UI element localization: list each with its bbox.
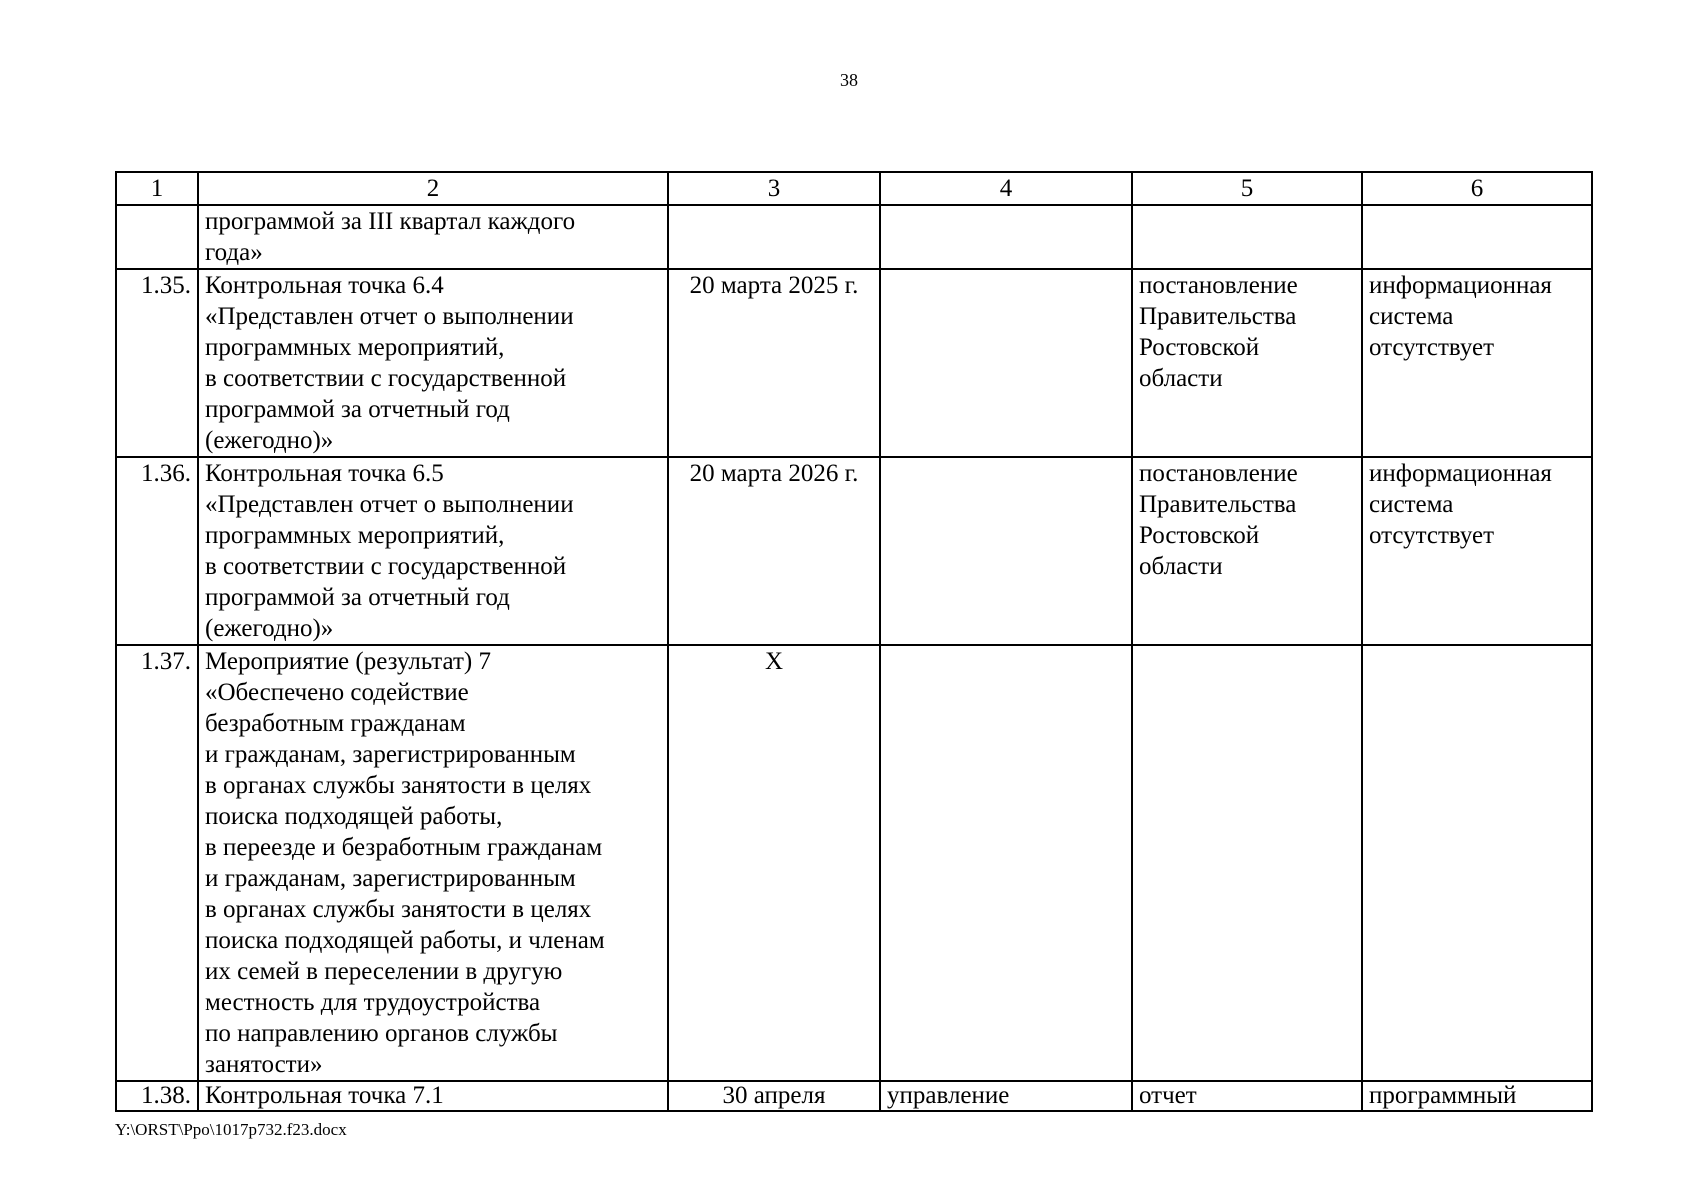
row-system bbox=[1362, 645, 1592, 1081]
row-date: 20 марта 2025 г. bbox=[668, 269, 880, 457]
row-document bbox=[1132, 205, 1362, 269]
row-number: 1.37. bbox=[116, 645, 198, 1081]
footer-file-path: Y:\ORST\Ppo\1017p732.f23.docx bbox=[115, 1120, 347, 1139]
row-system: информационная система отсутствует bbox=[1362, 269, 1592, 457]
row-number: 1.38. bbox=[116, 1081, 198, 1111]
row-name: Контрольная точка 6.5 «Представлен отчет о выполнении программных мероприятий, в соответствии с государственной программой за отчетный год (ежегодно)» bbox=[198, 457, 668, 645]
header-cell-6: 6 bbox=[1362, 172, 1592, 205]
row-system: программный bbox=[1362, 1081, 1592, 1111]
row-system bbox=[1362, 205, 1592, 269]
row-date: 20 марта 2026 г. bbox=[668, 457, 880, 645]
table-row bbox=[116, 1081, 1592, 1111]
row-responsible: управление bbox=[880, 1081, 1132, 1111]
header-cell-3: 3 bbox=[668, 172, 880, 205]
row-document: отчет bbox=[1132, 1081, 1362, 1111]
header-cell-2: 2 bbox=[198, 172, 668, 205]
header-cell-1: 1 bbox=[116, 172, 198, 205]
row-document: постановление Правительства Ростовской области bbox=[1132, 269, 1362, 457]
row-name: Контрольная точка 6.4 «Представлен отчет о выполнении программных мероприятий, в соответствии с государственной программой за отчетный год (ежегодно)» bbox=[198, 269, 668, 457]
row-date bbox=[668, 205, 880, 269]
row-number: 1.36. bbox=[116, 457, 198, 645]
row-name: программой за III квартал каждого года» bbox=[198, 205, 668, 269]
row-date: 30 апреля bbox=[668, 1081, 880, 1111]
page-number: 38 bbox=[840, 70, 858, 90]
header-cell-5: 5 bbox=[1132, 172, 1362, 205]
table-header-row bbox=[116, 172, 1592, 205]
row-date: Х bbox=[668, 645, 880, 1081]
row-responsible bbox=[880, 269, 1132, 457]
table-row bbox=[116, 645, 1592, 1081]
row-system: информационная система отсутствует bbox=[1362, 457, 1592, 645]
row-name: Мероприятие (результат) 7 «Обеспечено содействие безработным гражданам и гражданам, зарегистрированным в органах службы занятости в целях поиска подходящей работы, в переезде и безработным гражданам и гражданам, зарегистрированным в органах службы занятости в целях поиска подходящей работы, и членам их семей в переселении в другую местность для трудоустройства по направлению органов службы занятости» bbox=[198, 645, 668, 1081]
control-points-table bbox=[115, 171, 1593, 1112]
header-cell-4: 4 bbox=[880, 172, 1132, 205]
row-responsible bbox=[880, 205, 1132, 269]
table-row bbox=[116, 205, 1592, 269]
row-name: Контрольная точка 7.1 bbox=[198, 1081, 668, 1111]
table-row bbox=[116, 457, 1592, 645]
table-row bbox=[116, 269, 1592, 457]
row-document: постановление Правительства Ростовской области bbox=[1132, 457, 1362, 645]
row-number bbox=[116, 205, 198, 269]
row-number: 1.35. bbox=[116, 269, 198, 457]
row-responsible bbox=[880, 645, 1132, 1081]
row-responsible bbox=[880, 457, 1132, 645]
row-document bbox=[1132, 645, 1362, 1081]
